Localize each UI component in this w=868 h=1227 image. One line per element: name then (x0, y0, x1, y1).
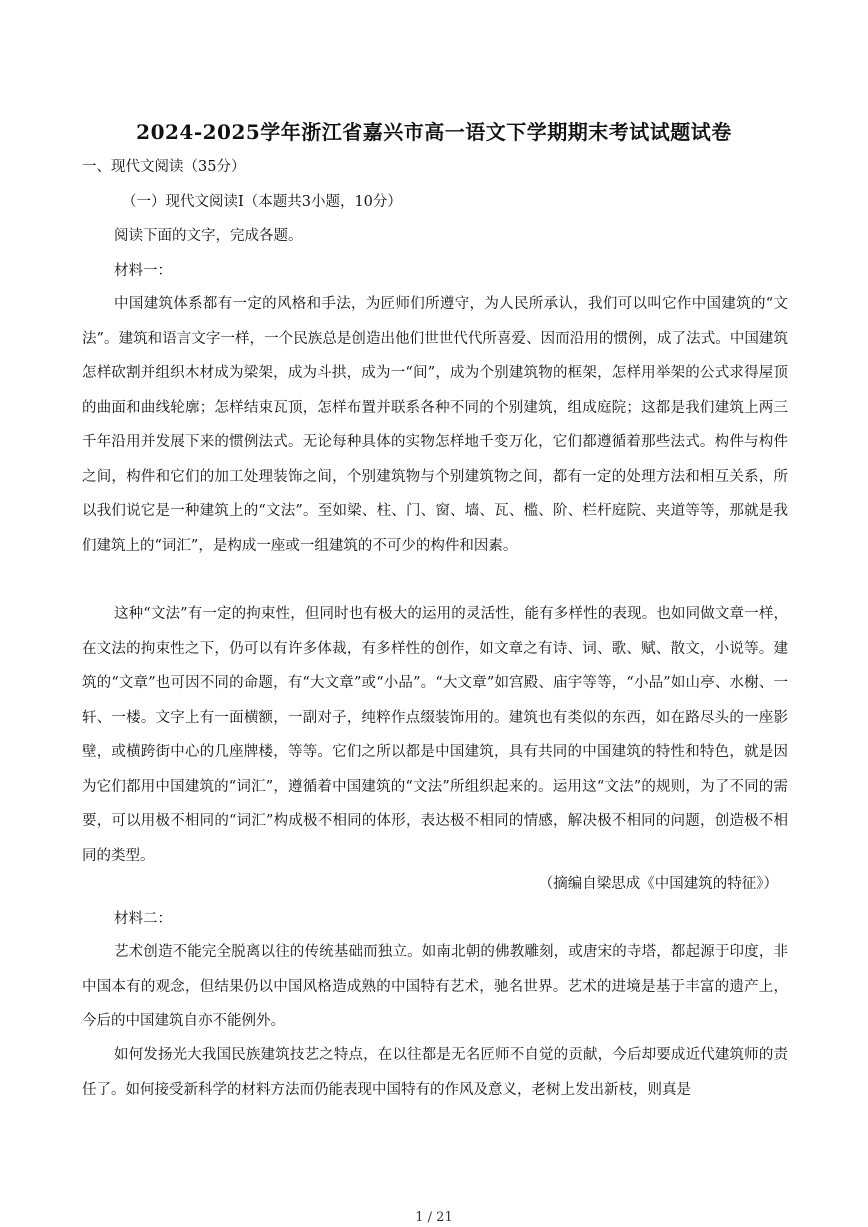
material-two-paragraph-2: 如何发扬光大我国民族建筑技艺之特点，在以往都是无名匠师不自觉的贡献，今后却要成近代建筑师的责任了。如何接受新科学的材料方法而仍能表现中国特有的作风及意义，老树上发出新枝，则真是 (82, 1047, 788, 1098)
material-one-source: （摘编自梁思成《中国建筑的特征》） (538, 876, 778, 892)
sub-heading: （一）现代文阅读Ⅰ（本题共3小题，10分） (122, 194, 402, 210)
page-number: 1 / 21 (415, 1210, 453, 1225)
material-one-paragraph-1: 中国建筑体系都有一定的风格和手法，为匠师们所遵守，为人民所承认，我们可以叫它作中国建筑的“文法”。建筑和语言文字一样，一个民族总是创造出他们世世代代所喜爱、因而沿用的惯例，成了法式。中国建筑怎样砍割并组织木材成为梁架，成为斗拱，成为一“间”，成为个别建筑物的框架，怎样用举架的公式求得屋顶的曲面和曲线轮廓；怎样结束瓦顶，怎样布置并联系各种不同的个别建筑，组成庭院；这都是我们建筑上两三千年沿用并发展下来的惯例法式。无论每种具体的实物怎样地千变万化，它们都遵循着那些法式。构件与构件之间，构件和它们的加工处理装饰之间，个别建筑物与个别建筑物之间，都有一定的处理方法和相互关系，所以我们说它是一种建筑上的“文法”。至如梁、柱、门、窗、墙、瓦、槛、阶、栏杆庭院、夹道等等，那就是我们建筑上的“词汇”，是构成一座或一组建筑的不可少的构件和因素。 (82, 296, 788, 554)
material-one-paragraph-2: 这种“文法”有一定的拘束性，但同时也有极大的运用的灵活性，能有多样性的表现。也如同做文章一样，在文法的拘束性之下，仍可以有许多体裁，有多样性的创作，如文章之有诗、词、歌、赋、散文，小说等。建筑的“文章”也可因不同的命题，有“大文章”或“小品”。“大文章”如宫殿、庙宇等等，“小品”如山亭、水榭、一轩、一楼。文字上有一面横额，一副对子，纯粹作点缀装饰用的。建筑也有类似的东西，如在路尽头的一座影壁，或横跨街中心的几座牌楼，等等。它们之所以都是中国建筑，具有共同的中国建筑的特性和特色，就是因为它们都用中国建筑的“词汇”，遵循着中国建筑的“文法”所组织起来的。运用这“文法”的规则，为了不同的需要，可以用极不相同的“词汇”构成极不相同的体形，表达极不相同的情感，解决极不相同的问题，创造极不相同的类型。 (82, 606, 788, 864)
document-title: 2024-2025学年浙江省嘉兴市高一语文下学期期末考试试题试卷 (136, 120, 732, 144)
material-two-label: 材料二： (114, 911, 172, 927)
section-heading: 一、现代文阅读（35分） (82, 159, 246, 175)
instruction-text: 阅读下面的文字，完成各题。 (114, 228, 303, 244)
material-one-label: 材料一： (114, 263, 172, 279)
material-two-paragraph-1: 艺术创造不能完全脱离以往的传统基础而独立。如南北朝的佛教雕刻，或唐宋的寺塔，都起源于印度，非中国本有的观念，但结果仍以中国风格造成熟的中国特有艺术，驰名世界。艺术的进境是基于丰富的遗产上，今后的中国建筑自亦不能例外。 (82, 944, 788, 1029)
